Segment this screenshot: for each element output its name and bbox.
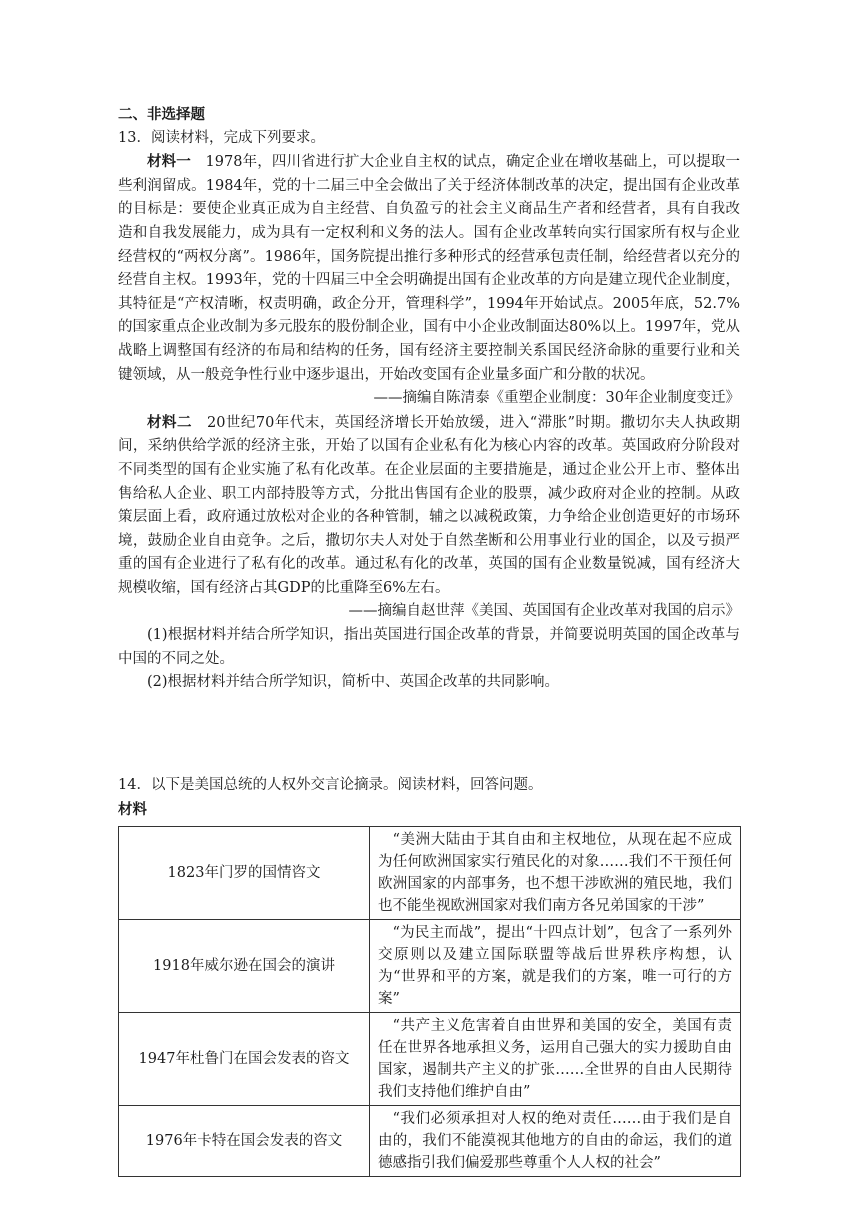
q13-material-2 [118, 411, 740, 601]
section-title: 二、非选择题 [118, 106, 205, 123]
question-13-block [118, 103, 740, 695]
question-14-block [118, 774, 740, 821]
material-1-source: ——摘编自陈清泰《重塑企业制度：30年企业制度变迁》 [373, 390, 740, 407]
table-cell-event: 1918年威尔逊在国会的演讲 [119, 920, 370, 1013]
table-row [119, 1013, 741, 1106]
table-cell-quote: “我们必须承担对人权的绝对责任……由于我们是自由的，我们不能漠视其他地方的自由的命运，我们的道德感指引我们偏爱那些尊重个人人权的社会” [370, 1106, 741, 1177]
material-2-source: ——摘编自赵世萍《美国、英国国有企业改革对我国的启示》 [348, 603, 740, 620]
table-row [119, 827, 741, 920]
q13-material-1 [118, 150, 740, 387]
q13-subquestion-2: (2)根据材料并结合所学知识，简析中、英国企改革的共同影响。 [147, 674, 560, 691]
q14-material-table [118, 826, 741, 1177]
table-row [119, 1106, 741, 1177]
q14-stem: 14．以下是美国总统的人权外交言论摘录。阅读材料，回答问题。 [118, 777, 543, 793]
table-row [119, 920, 741, 1013]
material-2-text: 20世纪70年代末，英国经济增长开始放缓，进入“滞胀”时期。撒切尔夫人执政期间，采纳供给学派的经济主张，开始了以国有企业私有化为核心内容的改革。英国政府分阶段对不同类型的国有企业实施了私有化改革。在企业层面的主要措施是，通过企业公开上市、整体出售给私人企业、职工内部持股等方式，分批出售国有企业的股票，减少政府对企业的控制。从政策层面上看，政府通过放松对企业的各种管制，辅之以减税政策，力争给企业创造更好的市场环境，鼓励企业自由竞争。之后，撒切尔夫人对处于自然垄断和公用事业行业的国企，以及亏损严重的国有企业进行了私有化的改革。通过私有化的改革，英国的国有企业数量锐减，国有经济大规模收缩，国有经济占其GDP的比重降至6%左右。 [118, 414, 740, 596]
table-cell-quote: “为民主而战”，提出“十四点计划”，包含了一系列外交原则以及建立国际联盟等战后世界秩序构想，认为“世界和平的方案，就是我们的方案，唯一可行的方案” [370, 920, 741, 1013]
material-2-label: 材料二 [147, 413, 192, 431]
material-1-label: 材料一 [147, 153, 191, 171]
q13-stem: 13．阅读材料，完成下列要求。 [118, 129, 325, 146]
q13-subquestion-1: (1)根据材料并结合所学知识，指出英国进行国企改革的背景，并简要说明英国的国企改革与中国的不同之处。 [118, 627, 740, 667]
table-cell-quote: “共产主义危害着自由世界和美国的安全，美国有责任在世界各地承担义务，运用自己强大的实力援助自由国家，遏制共产主义的扩张……全世界的自由人民期待我们支持他们维护自由” [370, 1013, 741, 1106]
table-cell-event: 1947年杜鲁门在国会发表的咨文 [119, 1013, 370, 1106]
table-cell-event: 1823年门罗的国情咨文 [119, 827, 370, 920]
table-cell-quote: “美洲大陆由于其自由和主权地位，从现在起不应成为任何欧洲国家实行殖民化的对象……我们不干预任何欧洲国家的内部事务，也不想干涉欧洲的殖民地，我们也不能坐视欧洲国家对我们南方各兄弟国家的干涉” [370, 827, 741, 920]
material-1-text: 1978年，四川省进行扩大企业自主权的试点，确定企业在增收基础上，可以提取一些利润留成。1984年，党的十二届三中全会做出了关于经济体制改革的决定，提出国有企业改革的目标是：要使企业真正成为自主经营、自负盈亏的社会主义商品生产者和经营者，具有自我改造和自我发展能力，成为具有一定权利和义务的法人。国有企业改革转向实行国家所有权与企业经营权的“两权分离”。1986年，国务院提出推行多种形式的经营承包责任制，给经营者以充分的经营自主权。1993年，党的十四届三中全会明确提出国有企业改革的方向是建立现代企业制度，其特征是“产权清晰，权责明确，政企分开，管理科学”，1994年开始试点。2005年底，52.7%的国家重点企业改制为多元股东的股份制企业，国有中小企业改制面达80%以上。1997年，党从战略上调整国有经济的布局和结构的任务，国有经济主要控制关系国民经济命脉的重要行业和关键领域，从一般竞争性行业中逐步退出，开始改变国有企业量多面广和分散的状况。 [118, 154, 740, 383]
q14-material-label: 材料 [118, 800, 147, 818]
table-cell-event: 1976年卡特在国会发表的咨文 [119, 1106, 370, 1177]
